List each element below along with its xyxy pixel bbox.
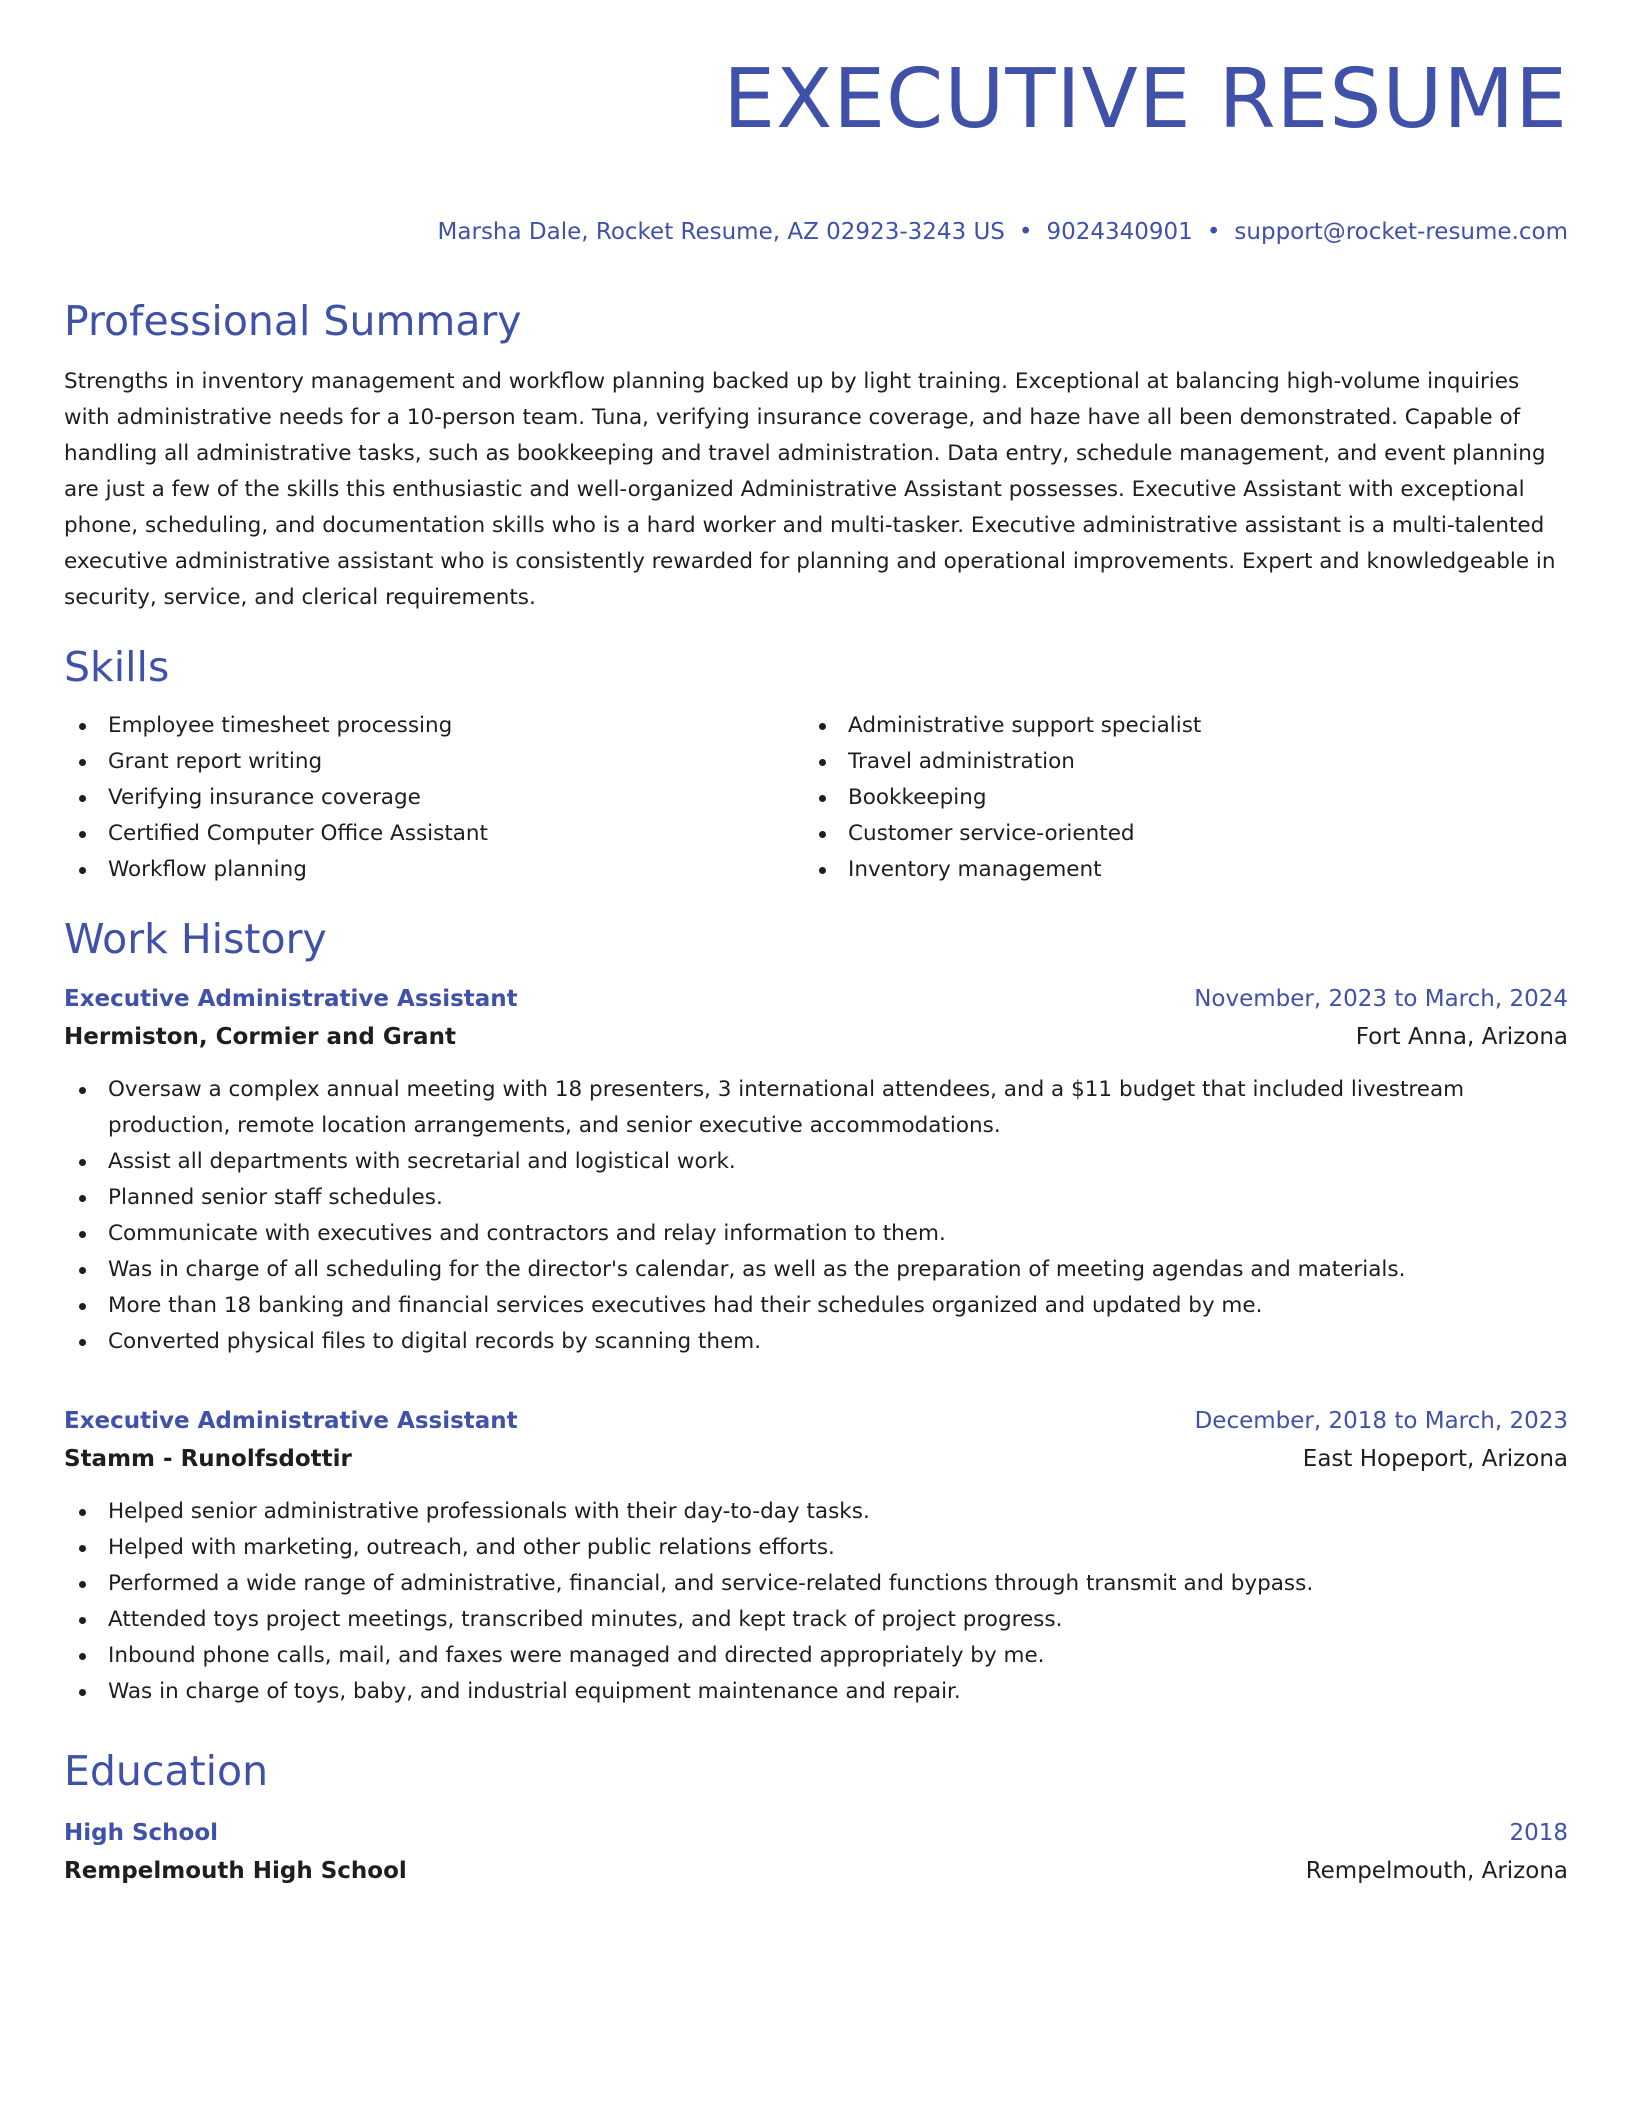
- contact-line: [64, 218, 1568, 246]
- education-degree: High School: [64, 1820, 219, 1846]
- job-company-row: [64, 1440, 1568, 1478]
- resume-title: EXECUTIVE RESUME: [723, 52, 1568, 147]
- job-bullet: Converted physical files to digital records by scanning them.: [64, 1324, 1568, 1360]
- summary-section: [64, 296, 1568, 616]
- section-title-summary: Professional Summary: [64, 297, 522, 345]
- section-title-skills: Skills: [64, 643, 170, 691]
- job-header-row: [64, 980, 1568, 1018]
- job-entry: [64, 980, 1568, 1360]
- job-bullet: Helped with marketing, outreach, and other public relations efforts.: [64, 1530, 1568, 1566]
- job-company-row: [64, 1018, 1568, 1056]
- skills-grid: [64, 708, 1568, 888]
- job-dates: November, 2023 to March, 2024: [1194, 986, 1568, 1012]
- job-bullet: More than 18 banking and financial services executives had their schedules organized and updated by me.: [64, 1288, 1568, 1324]
- job-bullet: Attended toys project meetings, transcribed minutes, and kept track of project progress.: [64, 1602, 1568, 1638]
- section-title-education: Education: [64, 1747, 269, 1795]
- job-header-row: [64, 1402, 1568, 1440]
- work-history-section: [64, 914, 1568, 1710]
- contact-separator: •: [1206, 219, 1221, 245]
- job-bullet: Was in charge of all scheduling for the director's calendar, as well as the preparation of meeting agendas and materials.: [64, 1252, 1568, 1288]
- skill-item: Workflow planning: [64, 852, 804, 888]
- education-header-row: [64, 1814, 1568, 1852]
- job-bullets: [64, 1072, 1568, 1360]
- skill-item: Customer service-oriented: [804, 816, 1544, 852]
- education-entry: [64, 1814, 1568, 1890]
- resume-header: [64, 0, 1568, 246]
- skill-item: Travel administration: [804, 744, 1544, 780]
- job-bullet: Performed a wide range of administrative, financial, and service-related functions through transmit and bypass.: [64, 1566, 1568, 1602]
- skills-section: [64, 642, 1568, 888]
- skill-item: Bookkeeping: [804, 780, 1544, 816]
- contact-email: support@rocket-resume.com: [1234, 219, 1568, 245]
- section-title-work-history: Work History: [64, 915, 327, 963]
- skill-item: Inventory management: [804, 852, 1544, 888]
- job-company: Stamm - Runolfsdottir: [64, 1446, 352, 1472]
- skills-column-left: [64, 708, 804, 888]
- skills-column-right: [804, 708, 1544, 888]
- contact-phone: 9024340901: [1046, 219, 1193, 245]
- job-bullet: Helped senior administrative professionals with their day-to-day tasks.: [64, 1494, 1568, 1530]
- skills-list-right: [804, 708, 1544, 888]
- skills-list-left: [64, 708, 804, 888]
- job-bullet: Inbound phone calls, mail, and faxes were managed and directed appropriately by me.: [64, 1638, 1568, 1674]
- job-location: East Hopeport, Arizona: [1302, 1446, 1568, 1472]
- skill-item: Certified Computer Office Assistant: [64, 816, 804, 852]
- skill-item: Verifying insurance coverage: [64, 780, 804, 816]
- job-bullet: Communicate with executives and contractors and relay information to them.: [64, 1216, 1568, 1252]
- job-bullets: [64, 1494, 1568, 1710]
- skill-item: Grant report writing: [64, 744, 804, 780]
- job-dates: December, 2018 to March, 2023: [1194, 1408, 1568, 1434]
- education-year: 2018: [1509, 1820, 1568, 1846]
- job-role: Executive Administrative Assistant: [64, 986, 518, 1012]
- education-school: Rempelmouth High School: [64, 1858, 407, 1884]
- contact-separator: •: [1018, 219, 1033, 245]
- job-role: Executive Administrative Assistant: [64, 1408, 518, 1434]
- job-bullet: Oversaw a complex annual meeting with 18 presenters, 3 international attendees, and a $11 budget that included livestream production, remote location arrangements, and senior executive accommodations.: [64, 1072, 1568, 1144]
- job-location: Fort Anna, Arizona: [1355, 1024, 1568, 1050]
- job-bullet: Was in charge of toys, baby, and industrial equipment maintenance and repair.: [64, 1674, 1568, 1710]
- contact-address: Marsha Dale, Rocket Resume, AZ 02923-3243 US: [437, 219, 1005, 245]
- education-location: Rempelmouth, Arizona: [1305, 1858, 1568, 1884]
- job-company: Hermiston, Cormier and Grant: [64, 1024, 456, 1050]
- skill-item: Administrative support specialist: [804, 708, 1544, 744]
- summary-text: Strengths in inventory management and workflow planning backed up by light training. Exceptional at balancing high-volume inquiries with administrative needs for a 10-person team. Tuna, verifying insurance coverage, and haze have all been demonstrated. Capable of handling all administrative tasks, such as bookkeeping and travel administration. Data entry, schedule management, and event planning are just a few of the skills this enthusiastic and well-organized Administrative Assistant possesses. Executive Assistant with exceptional phone, scheduling, and documentation skills who is a hard worker and multi-tasker. Executive administrative assistant is a multi-talented executive administrative assistant who is consistently rewarded for planning and operational improvements. Expert and knowledgeable in security, service, and clerical requirements.: [64, 369, 1556, 610]
- job-bullet: Planned senior staff schedules.: [64, 1180, 1568, 1216]
- job-entry: [64, 1402, 1568, 1710]
- job-bullet: Assist all departments with secretarial and logistical work.: [64, 1144, 1568, 1180]
- skill-item: Employee timesheet processing: [64, 708, 804, 744]
- education-section: [64, 1746, 1568, 1890]
- education-school-row: [64, 1852, 1568, 1890]
